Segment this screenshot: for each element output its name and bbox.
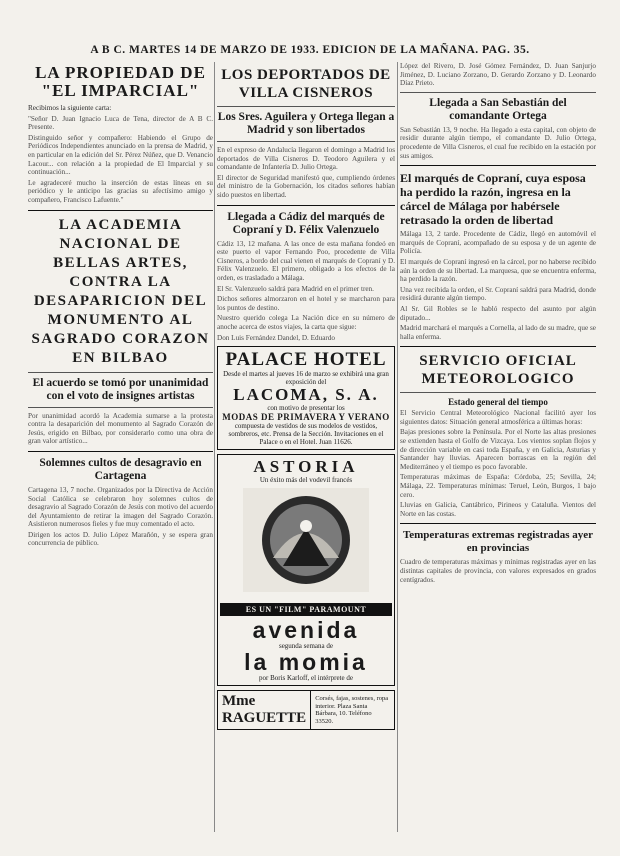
article-text: Distinguido señor y compañero: Habiendo el Grupo de Periódicos Independientes anunciado en la prensa de Madrid, y en particular en la edición del Sr. Pérez Núñez, que D. Venancio Lacour... con relación a la propiedad de El Imparcial y su continuación... (28, 133, 213, 177)
article-text: Una vez recibida la orden, el Sr. Copraní saldrá para Madrid, donde residirá durante algún tiempo. (400, 285, 596, 303)
section-divider (217, 205, 395, 206)
headline-copraní: El marqués de Copraní, cuya esposa ha perdido la razón, ingresa en la cárcel de Málaga por habérsele retrasado la orden de libertad (400, 171, 586, 228)
article-text: Madrid marchará el marqués a Cornella, al lado de su madre, que se halla enferma. (400, 324, 596, 341)
section-divider (400, 392, 596, 393)
ad-fashion: MODAS DE PRIMAVERA Y VERANO (222, 412, 390, 423)
article-text: Recibimos la siguiente carta: (28, 104, 112, 112)
article-text: El director de Seguridad manifestó que, cumpliendo órdenes del ministro de la Gobernación, los citados señores habían sido puestos en libertad. (217, 173, 395, 199)
article-text: El marqués de Copraní ingresó en la cárcel, por no haberse recibido aún la orden de su libertad. La marquesa, que se encuentra enferma, ha perdido la razón. (400, 257, 596, 284)
ad-text: Desde el martes al jueves 16 de marzo se exhibirá una gran exposición del (223, 370, 389, 387)
ad-text: por Boris Karloff, el intérprete de (259, 674, 353, 683)
article-text: "Señor D. Juan Ignacio Luca de Tena, director de A B C. Presente. (28, 114, 213, 132)
column-divider (397, 62, 398, 832)
ad-brand: LACOMA, S. A. (233, 385, 379, 405)
headline-deportados: LOS DEPORTADOS DE VILLA CISNEROS (221, 67, 391, 101)
ad-subtitle: Un éxito más del vodevil francés (259, 476, 353, 485)
section-divider (400, 346, 596, 347)
section-divider (400, 92, 596, 93)
column-divider (214, 62, 215, 832)
article-text: Dirigen los actos D. Julio López Marañón, y se espera gran concurrencia de público. (28, 530, 213, 548)
headline-academia: LA ACADEMIA NACIONAL DE BELLAS ARTES, CONTRA LA DESAPARICION DEL MONUMENTO AL SAGRADO CORAZON EN BILBAO (31, 216, 210, 366)
subheadline-temperaturas: Temperaturas extremas registradas ayer en provincias (402, 529, 594, 555)
section-divider (217, 141, 395, 142)
column-right (400, 62, 596, 842)
section-divider (400, 165, 596, 166)
page-header: A B C. MARTES 14 DE MARZO DE 1933. EDICION DE LA MAÑANA. PAG. 35. (90, 44, 530, 56)
article-text: Cuadro de temperaturas máximas y mínimas registradas ayer en las distintas capitales de provincia, con valores expresados en grados centígrados. (400, 558, 596, 584)
section-divider (400, 523, 596, 524)
section-divider (28, 210, 213, 211)
subheadline-san-sebastian: Llegada a San Sebastián del comandante Ortega (429, 96, 567, 122)
paramount-banner: ES UN "FILM" PARAMOUNT (220, 603, 392, 616)
article-text: Málaga 13, 2 tarde. Procedente de Cádiz, llegó en automóvil el marqués de Copraní, acompañado de su esposa y de un agente de Policía. (400, 230, 596, 256)
ad-brand: Mme RAGUETTE (218, 691, 311, 729)
column-middle (217, 62, 395, 842)
ad-title: ASTORIA (253, 457, 359, 477)
article-text: López del Rivero, D. José Gómez Fernández, D. Juan Sanjurjo Jiménez, D. Luciano Zorzano, D. Gerardo Zorzano y D. Leonardo Díaz Prieto. (400, 62, 596, 88)
section-divider (28, 372, 213, 373)
subheadline-acuerdo: El acuerdo se tomó por unanimidad con el voto de insignes artistas (32, 376, 209, 402)
article-text: El Servicio Central Meteorológico Nacional facilitó ayer los siguientes datos: Situación general atmosférica a últimas horas: (400, 409, 596, 426)
headline-el-imparcial: LA PROPIEDAD DE "EL IMPARCIAL" (35, 63, 206, 100)
article-text: Lluvias en Galicia, Cantábrico, Pirineos y Cataluña. Vientos del Norte en las costas. (400, 501, 596, 518)
article-text: Nuestro querido colega La Nación dice en su número de anoche acerca de estos viajes, la carta que sigue: (217, 314, 395, 331)
astoria-ad (217, 454, 395, 686)
ad-text: con motivo de presentar los (267, 404, 345, 413)
ad-text: compuesta de vestidos de sus modelos de vestidos, sombreros, etc. Prensa de la Sección. Invitaciones en el Palace o en el Hotel. Juan 11626. (228, 422, 384, 447)
ad-text: Corsés, fajas, sostenes, ropa interior. Plaza Santa Bárbara, 10. Teléfono 33520. (315, 695, 389, 725)
ad-text: segunda semana de (278, 642, 334, 651)
article-text: Bajas presiones sobre la Península. Por el Norte las altas presiones se extienden hasta el Golfo de Vizcaya. Los vientos soplan flojos y de dirección variable en casi toda España, y en Galicia, Asturias y Santander hay lluvias. Aparecen borrascas en la región del Mediterráneo y el tiempo es poco favorable. (400, 428, 596, 471)
section-divider (28, 451, 213, 452)
article-text: Dichos señores almorzaron en el hotel y se marcharon para los puntos de destino. (217, 295, 395, 312)
column-left (28, 62, 213, 842)
article-text: Le agradeceré mucho la inserción de estas líneas en su periódico y le anticipo las gracias su afectísimo amigo y compañero, Francisco Lafuente." (28, 178, 213, 204)
movie-poster-illustration (243, 488, 369, 592)
article-text: San Sebastián 13, 9 noche. Ha llegado a esta capital, con objeto de residir durante algún tiempo, el comandante D. Julio Ortega, procedente de Villa Cisneros, el cual fue recibido en la estación por sus amigos. (400, 125, 596, 160)
subheadline-aguilera-ortega: Los Sres. Aguilera y Ortega llegan a Madrid y son libertados (217, 111, 395, 136)
theater-name: avenida (252, 617, 360, 644)
subheadline-tiempo: Estado general del tiempo (448, 397, 548, 408)
film-title: la momia (244, 649, 368, 676)
ad-title: PALACE HOTEL (225, 349, 387, 371)
headline-meteorologico: SERVICIO OFICIAL METEOROLOGICO (419, 353, 577, 388)
article-text: Cádiz 13, 12 mañana. A las once de esta mañana fondeó en este puerto el vapor Fernando Poo, procedente de Villa Cisneros, a bordo del cual vienen el marqués de Copraní y D. Félix Valenzuelo. El primero, obligado a los efectos de la orden, es trasladado a Málaga. (217, 239, 395, 282)
article-text: El Sr. Valenzuelo saldrá para Madrid en el primer tren. (217, 284, 374, 293)
article-text: Temperaturas máximas de España: Córdoba, 25; Sevilla, 24; Málaga, 22. Temperaturas mínimas: Teruel, León, Burgos, 1 bajo cero. (400, 473, 596, 499)
section-divider (217, 106, 395, 107)
article-text: Cartagena 13, 7 noche. Organizados por la Directiva de Acción Social Católica se celebraron hoy solemnes cultos de desagravio al Sagrado Corazón de Jesús con motivo del acuerdo del Ayuntamiento de retirar la imagen del Sagrado Corazón. Asistieron numerosos fieles y fue muy comentado el acto. (28, 485, 213, 529)
article-text: Por unanimidad acordó la Academia sumarse a la protesta contra la desaparición del monumento al Sagrado Corazón de Jesús, erigido en Bilbao, por considerarlo como una obra de gran valor artístico... (28, 411, 213, 446)
article-text: Al Sr. Gil Robles se le habló respecto del asunto por algún diputado... (400, 304, 596, 322)
raguette-ad (217, 690, 395, 730)
article-text: Don Luis Fernández Dandel, D. Eduardo (217, 333, 335, 342)
article-text: En el expreso de Andalucía llegaron el domingo a Madrid los deportados de Villa Cisneros D. Teodoro Aguilera y el comandante de Infantería D. Julio Ortega. (217, 146, 395, 172)
section-divider (28, 407, 213, 408)
subheadline-cadiz: Llegada a Cádiz del marqués de Copraní y D. Félix Valenzuelo (227, 210, 385, 236)
subheadline-cartagena: Solemnes cultos de desagravio en Cartagena (39, 456, 202, 482)
palace-hotel-ad (217, 346, 395, 450)
